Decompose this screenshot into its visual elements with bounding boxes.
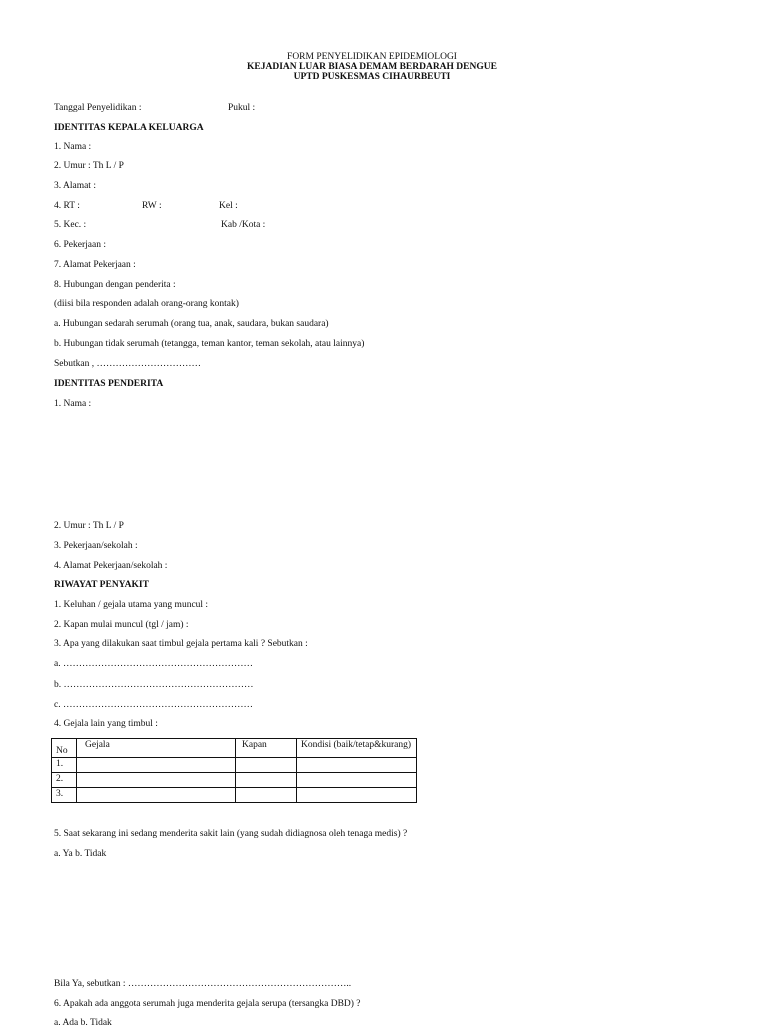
hof-kel-field: Kel : [219, 201, 238, 211]
history-q3-answer-a: a. …………………………………………………… [54, 659, 253, 669]
patient-job-field: 3. Pekerjaan/sekolah : [54, 541, 138, 551]
hof-rt-field: 4. RT : [54, 201, 80, 211]
patient-name-field: 1. Nama : [54, 399, 92, 409]
form-title: FORM PENYELIDIKAN EPIDEMIOLOGI [287, 52, 457, 62]
investigation-date-label: Tanggal Penyelidikan : [54, 103, 142, 113]
symptom-table-header [52, 739, 417, 758]
form-subtitle: KEJADIAN LUAR BIASA DEMAM BERDARAH DENGUE [247, 62, 497, 72]
when-cell[interactable] [236, 788, 297, 803]
history-q5-options: a. Ya b. Tidak [54, 849, 107, 859]
row-number: 2. [52, 773, 77, 788]
history-q6: 6. Apakah ada anggota serumah juga menderita gejala serupa (tersangka DBD) ? [54, 999, 361, 1009]
investigation-time-label: Pukul : [228, 103, 256, 113]
history-if-yes: Bila Ya, sebutkan : …………………………………………………………….. [54, 979, 352, 989]
header-when: Kapan [236, 739, 297, 758]
hof-mention-field: Sebutkan , …………………………… [54, 359, 201, 369]
condition-cell[interactable] [297, 758, 417, 773]
patient-job-address-field: 4. Alamat Pekerjaan/sekolah : [54, 561, 168, 571]
hof-kab-field: Kab /Kota : [221, 220, 266, 230]
table-row [52, 758, 417, 773]
header-condition: Kondisi (baik/tetap&kurang) [297, 739, 417, 758]
section-patient: IDENTITAS PENDERITA [54, 379, 164, 389]
form-organization: UPTD PUSKESMAS CIHAURBEUTI [293, 72, 451, 82]
hof-relation-option-b: b. Hubungan tidak serumah (tetangga, teman kantor, teman sekolah, atau lainnya) [54, 339, 365, 349]
hof-relation-option-a: a. Hubungan sedarah serumah (orang tua, anak, saudara, bukan saudara) [54, 319, 329, 329]
hof-relation-field: 8. Hubungan dengan penderita : [54, 280, 176, 290]
hof-relation-note: (diisi bila responden adalah orang-orang kontak) [54, 299, 239, 309]
history-q1: 1. Keluhan / gejala utama yang muncul : [54, 600, 209, 610]
history-q3-answer-c: c. …………………………………………………… [54, 700, 253, 710]
section-history: RIWAYAT PENYAKIT [54, 580, 149, 590]
hof-kec-field: 5. Kec. : [54, 220, 87, 230]
row-number: 1. [52, 758, 77, 773]
history-q3-answer-b: b. …………………………………………………… [54, 680, 254, 690]
history-q6-options: a. Ada b. Tidak [54, 1018, 112, 1028]
table-row [52, 788, 417, 803]
symptom-table [51, 738, 417, 803]
history-q5: 5. Saat sekarang ini sedang menderita sakit lain (yang sudah didiagnosa oleh tenaga medis) ? [54, 829, 408, 839]
hof-name-field: 1. Nama : [54, 142, 92, 152]
section-head-of-family: IDENTITAS KEPALA KELUARGA [54, 123, 204, 133]
row-number: 3. [52, 788, 77, 803]
table-row [52, 773, 417, 788]
header-symptom: Gejala [77, 739, 236, 758]
patient-age-field: 2. Umur : Th L / P [54, 521, 124, 531]
header-no: No [52, 739, 77, 758]
condition-cell[interactable] [297, 788, 417, 803]
hof-address-field: 3. Alamat : [54, 181, 96, 191]
history-q3: 3. Apa yang dilakukan saat timbul gejala pertama kali ? Sebutkan : [54, 639, 308, 649]
symptom-cell[interactable] [77, 773, 236, 788]
hof-rw-field: RW : [142, 201, 162, 211]
symptom-cell[interactable] [77, 788, 236, 803]
when-cell[interactable] [236, 773, 297, 788]
when-cell[interactable] [236, 758, 297, 773]
symptom-cell[interactable] [77, 758, 236, 773]
hof-age-field: 2. Umur : Th L / P [54, 161, 124, 171]
history-q4: 4. Gejala lain yang timbul : [54, 719, 158, 729]
hof-job-field: 6. Pekerjaan : [54, 240, 106, 250]
condition-cell[interactable] [297, 773, 417, 788]
history-q2: 2. Kapan mulai muncul (tgl / jam) : [54, 620, 189, 630]
hof-job-address-field: 7. Alamat Pekerjaan : [54, 260, 136, 270]
